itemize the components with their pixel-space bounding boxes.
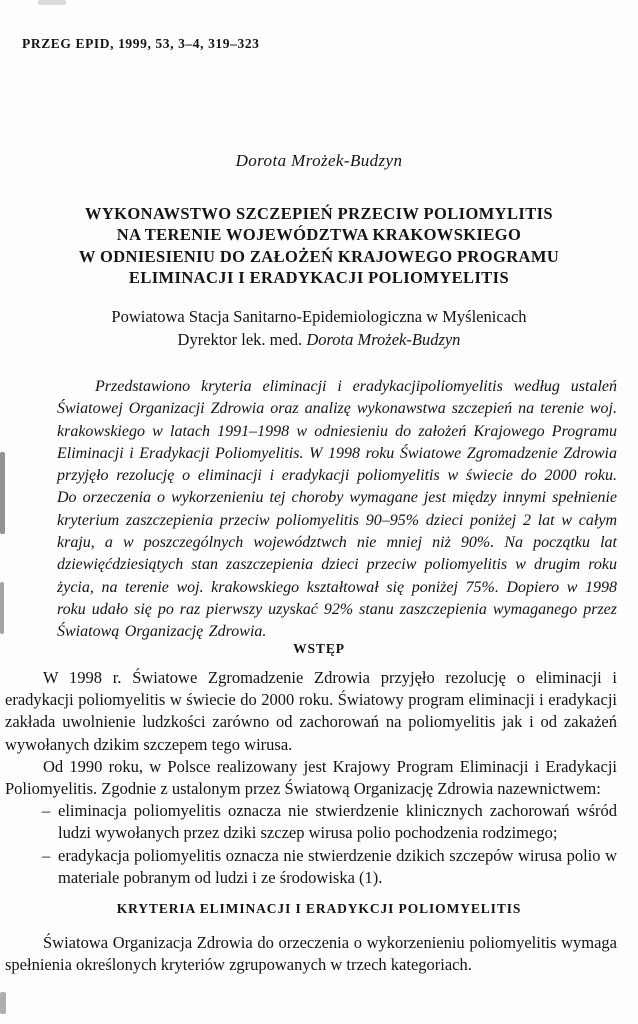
affiliation-director-line (0, 329, 638, 352)
author-name: Dorota Mrożek-Budzyn (235, 151, 403, 170)
wstep-paragraph-2: Od 1990 roku, w Polsce realizowany jest Krajowy Program Eliminacji i Eradykacji Poliomyelitis. Zgodnie z ustalonym przez Światową Organizację Zdrowia nazewnictwem: (5, 756, 617, 799)
list-item (5, 845, 617, 889)
kryteria-paragraph-1: Światowa Organizacja Zdrowia do orzeczenia o wykorzenieniu poliomyelitis wymaga spełnienia określonych kryteriów zgrupowanych w trzech kategoriach. (5, 933, 617, 975)
journal-reference: PRZEG EPID, 1999, 53, 3–4, 319–323 (22, 36, 260, 51)
wstep-paragraph-1: W 1998 r. Światowe Zgromadzenie Zdrowia przyjęło rezolucję o eliminacji i eradykacji poliomyelitis w świecie do 2000 roku. Światowy program eliminacji i eradykacji zakłada uwolnienie ludzkości zarówno od zachorowań na poliomyelitis jak i od zakażeń wywołanych dzikim szczepem tego wirusa. (5, 668, 617, 754)
affiliation-block (0, 306, 638, 351)
list-item-text: eliminacja poliomyelitis oznacza nie stwierdzenie klinicznych zachorowań wśród ludzi wywołanych przez dziki szczep wirusa polio pochodzenia rodzimego; (58, 801, 617, 843)
title-line-1: WYKONAWSTWO SZCZEPIEŃ PRZECIW POLIOMYLITIS (84, 204, 554, 223)
article-title (0, 203, 638, 288)
director-name: Dorota Mrożek-Budzyn (306, 329, 461, 349)
list-dash: – (42, 845, 51, 865)
scan-artifact (38, 0, 66, 5)
scan-artifact (0, 992, 6, 1014)
title-line-3: W ODNIESIENIU DO ZAŁOŻEŃ KRAJOWEGO PROGRAMU (78, 246, 560, 266)
list-item (5, 800, 617, 844)
kryteria-section-body (5, 932, 617, 976)
abstract-block (57, 376, 617, 644)
affiliation-institution: Powiatowa Stacja Sanitarno-Epidemiologiczna w Myślenicach (111, 307, 527, 326)
wstep-section-body (5, 667, 617, 889)
title-line-2: NA TERENIE WOJEWÓDZTWA KRAKOWSKIEGO (116, 225, 522, 245)
director-prefix: Dyrektor lek. med. (177, 329, 303, 349)
list-item-text: eradykacja poliomyelitis oznacza nie stwierdzenie dzikich szczepów wirusa polio w materiale pobranym od ludzi i ze środowiska (1). (58, 845, 617, 887)
scan-artifact (0, 582, 4, 634)
scan-artifact (0, 452, 5, 534)
list-dash: – (42, 801, 51, 821)
title-line-4: ELIMINACJI I ERADYKACJI POLIOMYELITIS (128, 267, 510, 287)
section-heading-wstep: WSTĘP (293, 641, 345, 656)
abstract-text: Przedstawiono kryteria eliminacji i eradykacjipoliomyelitis według ustaleń Światowej Organizacji Zdrowia oraz analizę wykonawstwa szczepień na terenie woj. krakowskiego w latach 1991–1998 w odniesieniu do założeń Krajowego Programu Eliminacji i Eradykacji Poliomyelitis. W 1998 roku Światowe Zgromadzenie Zdrowia przyjęło rezolucję o eliminacji i eradykacji poliomyelitis w świecie do 2000 roku. Do orzeczenia o wykorzenieniu tej choroby wymagane jest między innymi spełnienie kryterium zaszczepienia przeciw poliomyelitis 90–95% dzieci poniżej 2 lat w całym kraju, a w poszczególnych województwch nie mniej niż 90%. Na początku lat dziewięćdziesiątych stan zaszczepienia dzieci przeciw poliomyelitis w drugim roku życia, na terenie woj. krakowskiego kształtował się poniżej 75%. Dopiero w 1998 roku udało się po raz pierwszy uzyskać 92% stanu zaszczepienia wymaganego przez Światową Organizację Zdrowia. (57, 378, 617, 641)
section-heading-kryteria: KRYTERIA ELIMINACJI I ERADYKCJI POLIOMYELITIS (116, 901, 522, 916)
